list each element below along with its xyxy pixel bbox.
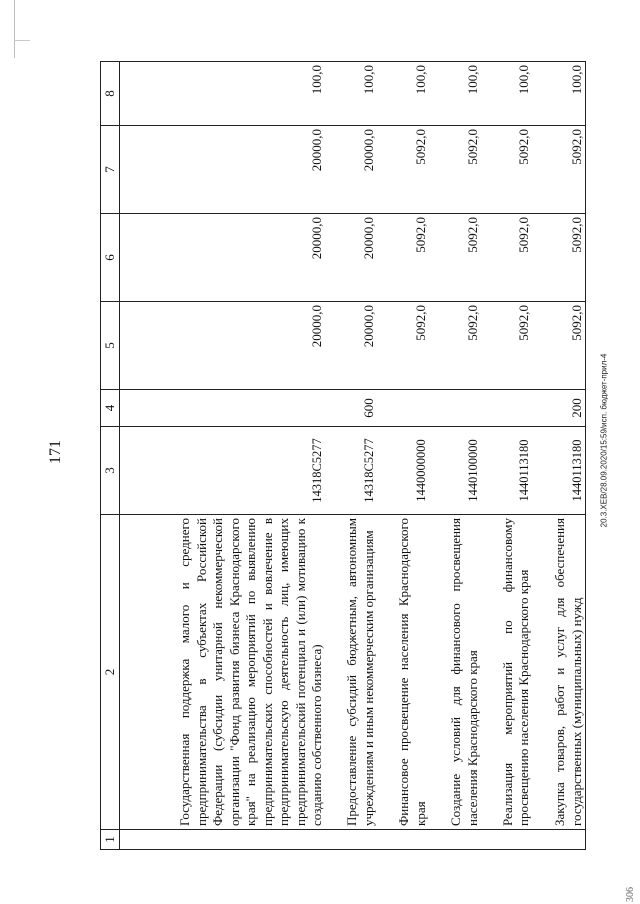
column-header: 1 bbox=[101, 830, 120, 850]
cell-expense-type bbox=[120, 390, 326, 427]
cell-amount: 5092,0 bbox=[533, 302, 586, 390]
cell-percent: 100,0 bbox=[481, 62, 533, 126]
cell-percent: 100,0 bbox=[377, 62, 429, 126]
cell-target-article: 14318С5277 bbox=[120, 427, 326, 515]
cell-amount: 20000,0 bbox=[326, 214, 378, 302]
cell-amount: 5092,0 bbox=[481, 214, 533, 302]
column-header: 4 bbox=[101, 390, 120, 427]
cell-amount: 5092,0 bbox=[377, 126, 429, 214]
cell-amount: 20000,0 bbox=[120, 214, 326, 302]
cell-target-article: 1440000000 bbox=[377, 427, 429, 515]
cell-index bbox=[429, 830, 481, 850]
cell-index bbox=[120, 830, 326, 850]
table-row bbox=[481, 62, 533, 850]
column-header: 7 bbox=[101, 126, 120, 214]
cell-expense-type bbox=[377, 390, 429, 427]
column-header: 8 bbox=[101, 62, 120, 126]
column-header: 3 bbox=[101, 427, 120, 515]
cell-name: Финансовое просвещение населения Краснодарского края bbox=[377, 515, 429, 830]
table-row bbox=[533, 62, 586, 850]
cell-name: Реализация мероприятий по финансовому просвещению населения Краснодарского края bbox=[481, 515, 533, 830]
cell-expense-type: 200 bbox=[533, 390, 586, 427]
column-header: 2 bbox=[101, 515, 120, 830]
document-stamp bbox=[592, 200, 616, 680]
cell-amount: 20000,0 bbox=[120, 302, 326, 390]
cell-percent: 100,0 bbox=[429, 62, 481, 126]
cell-name: Создание условий для финансового просвещения населения Краснодарского края bbox=[429, 515, 481, 830]
page-number-text: 171 bbox=[47, 440, 64, 464]
cell-index bbox=[533, 830, 586, 850]
cell-amount: 5092,0 bbox=[429, 302, 481, 390]
footer-number bbox=[620, 884, 640, 904]
cell-target-article: 1440113180 bbox=[481, 427, 533, 515]
cell-percent: 100,0 bbox=[120, 62, 326, 126]
footer-number-text: 306 bbox=[624, 886, 636, 902]
cell-amount: 5092,0 bbox=[533, 126, 586, 214]
cell-amount: 20000,0 bbox=[326, 126, 378, 214]
table-row bbox=[377, 62, 429, 850]
cell-amount: 5092,0 bbox=[377, 214, 429, 302]
cell-target-article: 1440100000 bbox=[429, 427, 481, 515]
cell-index bbox=[481, 830, 533, 850]
page-number bbox=[40, 436, 72, 468]
cell-name: Государственная поддержка малого и среднего предпринимательства в субъектах Российской Федерации (субсидии унитарной некоммерческой организации "Фонд развития бизнеса Краснодарского края" на реализацию мероприятий по выявлению предпринимательских способностей и вовлечение в предпринимательскую деятельность лиц, имеющих предпринимательский потенциал и (или) мотивацию к созданию собственного бизнеса) bbox=[120, 515, 326, 830]
table-row bbox=[120, 62, 326, 850]
cell-name: Закупка товаров, работ и услуг для обеспечения государственных (муниципальных) нужд bbox=[533, 515, 586, 830]
rotated-table-container bbox=[100, 62, 586, 850]
cell-expense-type bbox=[429, 390, 481, 427]
cell-amount: 5092,0 bbox=[377, 302, 429, 390]
cell-amount: 5092,0 bbox=[429, 126, 481, 214]
cell-amount: 5092,0 bbox=[533, 214, 586, 302]
cell-amount: 5092,0 bbox=[481, 302, 533, 390]
scan-edge-mark bbox=[14, 0, 15, 58]
table-header-row bbox=[101, 62, 120, 850]
cell-index bbox=[377, 830, 429, 850]
cell-amount: 20000,0 bbox=[326, 302, 378, 390]
cell-percent: 100,0 bbox=[326, 62, 378, 126]
cell-target-article: 14318С5277 bbox=[326, 427, 378, 515]
scan-edge-mark bbox=[14, 40, 30, 41]
column-header: 6 bbox=[101, 214, 120, 302]
table-row bbox=[326, 62, 378, 850]
cell-amount: 20000,0 bbox=[120, 126, 326, 214]
cell-target-article: 1440113180 bbox=[533, 427, 586, 515]
column-header: 5 bbox=[101, 302, 120, 390]
cell-name: Предоставление субсидий бюджетным, автономным учреждениям и иным некоммерческим организациям bbox=[326, 515, 378, 830]
cell-percent: 100,0 bbox=[533, 62, 586, 126]
cell-amount: 5092,0 bbox=[429, 214, 481, 302]
table-row bbox=[429, 62, 481, 850]
cell-index bbox=[326, 830, 378, 850]
document-stamp-text: 20.3.ХЕВ/28.09.2020/15:59/исп. бюджет-прил-4 bbox=[599, 353, 609, 527]
cell-amount: 5092,0 bbox=[481, 126, 533, 214]
cell-expense-type bbox=[481, 390, 533, 427]
cell-expense-type: 600 bbox=[326, 390, 378, 427]
budget-table bbox=[100, 61, 586, 850]
